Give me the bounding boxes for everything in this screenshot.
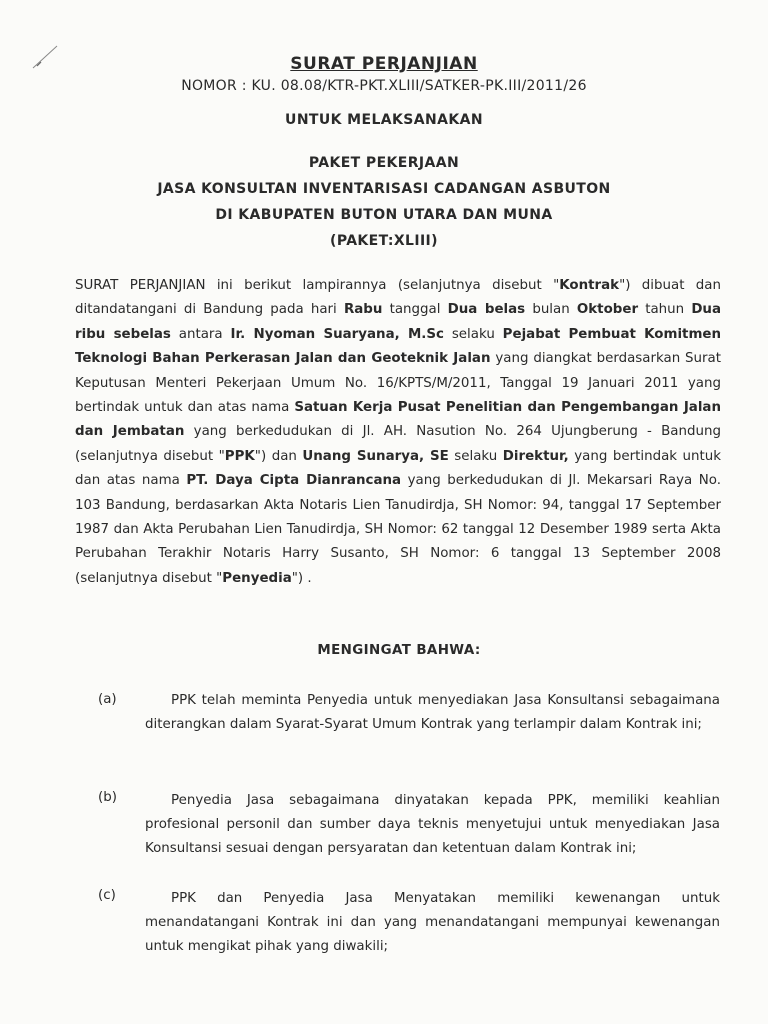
heading-paket-pekerjaan: PAKET PEKERJAAN: [308, 155, 460, 171]
item-label-a: (a): [98, 692, 117, 707]
heading-kabupaten: DI KABUPATEN BUTON UTARA DAN MUNA: [215, 207, 553, 223]
item-label-b: (b): [98, 790, 117, 805]
heading-untuk-melaksanakan: UNTUK MELAKSANAKAN: [285, 112, 483, 128]
item-text-c: PPK dan Penyedia Jasa Menyatakan memiliki kewenangan untuk menandatangani Kontrak ini dan yang menandatangani mempunyai kewenangan untuk mengikat pihak yang diwakili;: [145, 891, 720, 955]
heading-jasa-konsultan: JASA KONSULTAN INVENTARISASI CADANGAN ASBUTON: [157, 181, 611, 197]
document-title: SURAT PERJANJIAN: [290, 54, 478, 74]
item-text-b: Penyedia Jasa sebagaimana dinyatakan kepada PPK, memiliki keahlian profesional personil dan sumber daya teknis menyetujui untuk menyediakan Jasa Konsultansi sesuai dengan persyaratan dan ketentuan dalam Kontrak ini;: [145, 793, 720, 857]
opening-paragraph: SURAT PERJANJIAN ini berikut lampirannya (selanjutnya disebut "Kontrak") dibuat dan ditandatangani di Bandung pada hari Rabu tanggal Dua belas bulan Oktober tahun Dua ribu sebelas antara Ir. Nyoman Suaryana, M.Sc selaku Pejabat Pembuat Komitmen Teknologi Bahan Perkerasan Jalan dan Geoteknik Jalan yang diangkat berdasarkan Surat Keputusan Menteri Pekerjaan Umum No. 16/KPTS/M/2011, Tanggal 19 Januari 2011 yang bertindak untuk dan atas nama Satuan Kerja Pusat Penelitian dan Pengembangan Jalan dan Jembatan yang berkedudukan di Jl. AH. Nasution No. 264 Ujungberung - Bandung (selanjutnya disebut "PPK") dan Unang Sunarya, SE selaku Direktur, yang bertindak untuk dan atas nama PT. Daya Cipta Dianrancana yang berkedudukan di Jl. Mekarsari Raya No. 103 Bandung, berdasarkan Akta Notaris Lien Tanudirdja, SH Nomor: 94, tanggal 17 September 1987 dan Akta Perubahan Lien Tanudirdja, SH Nomor: 62 tanggal 12 Desember 1989 serta Akta Perubahan Terakhir Notaris Harry Susanto, SH Nomor: 6 tanggal 13 September 2008 (selanjutnya disebut "Penyedia") .: [75, 278, 722, 586]
heading-paket-number: (PAKET:XLIII): [330, 233, 438, 249]
item-text-a: PPK telah meminta Penyedia untuk menyediakan Jasa Konsultansi sebagaimana diterangkan dalam Syarat-Syarat Umum Kontrak yang terlampir dalam Kontrak ini;: [145, 693, 720, 733]
mengingat-bahwa-heading: MENGINGAT BAHWA:: [317, 643, 481, 658]
item-label-c: (c): [98, 888, 116, 903]
document-number: NOMOR : KU. 08.08/KTR-PKT.XLIII/SATKER-PK.III/2011/26: [181, 78, 587, 94]
